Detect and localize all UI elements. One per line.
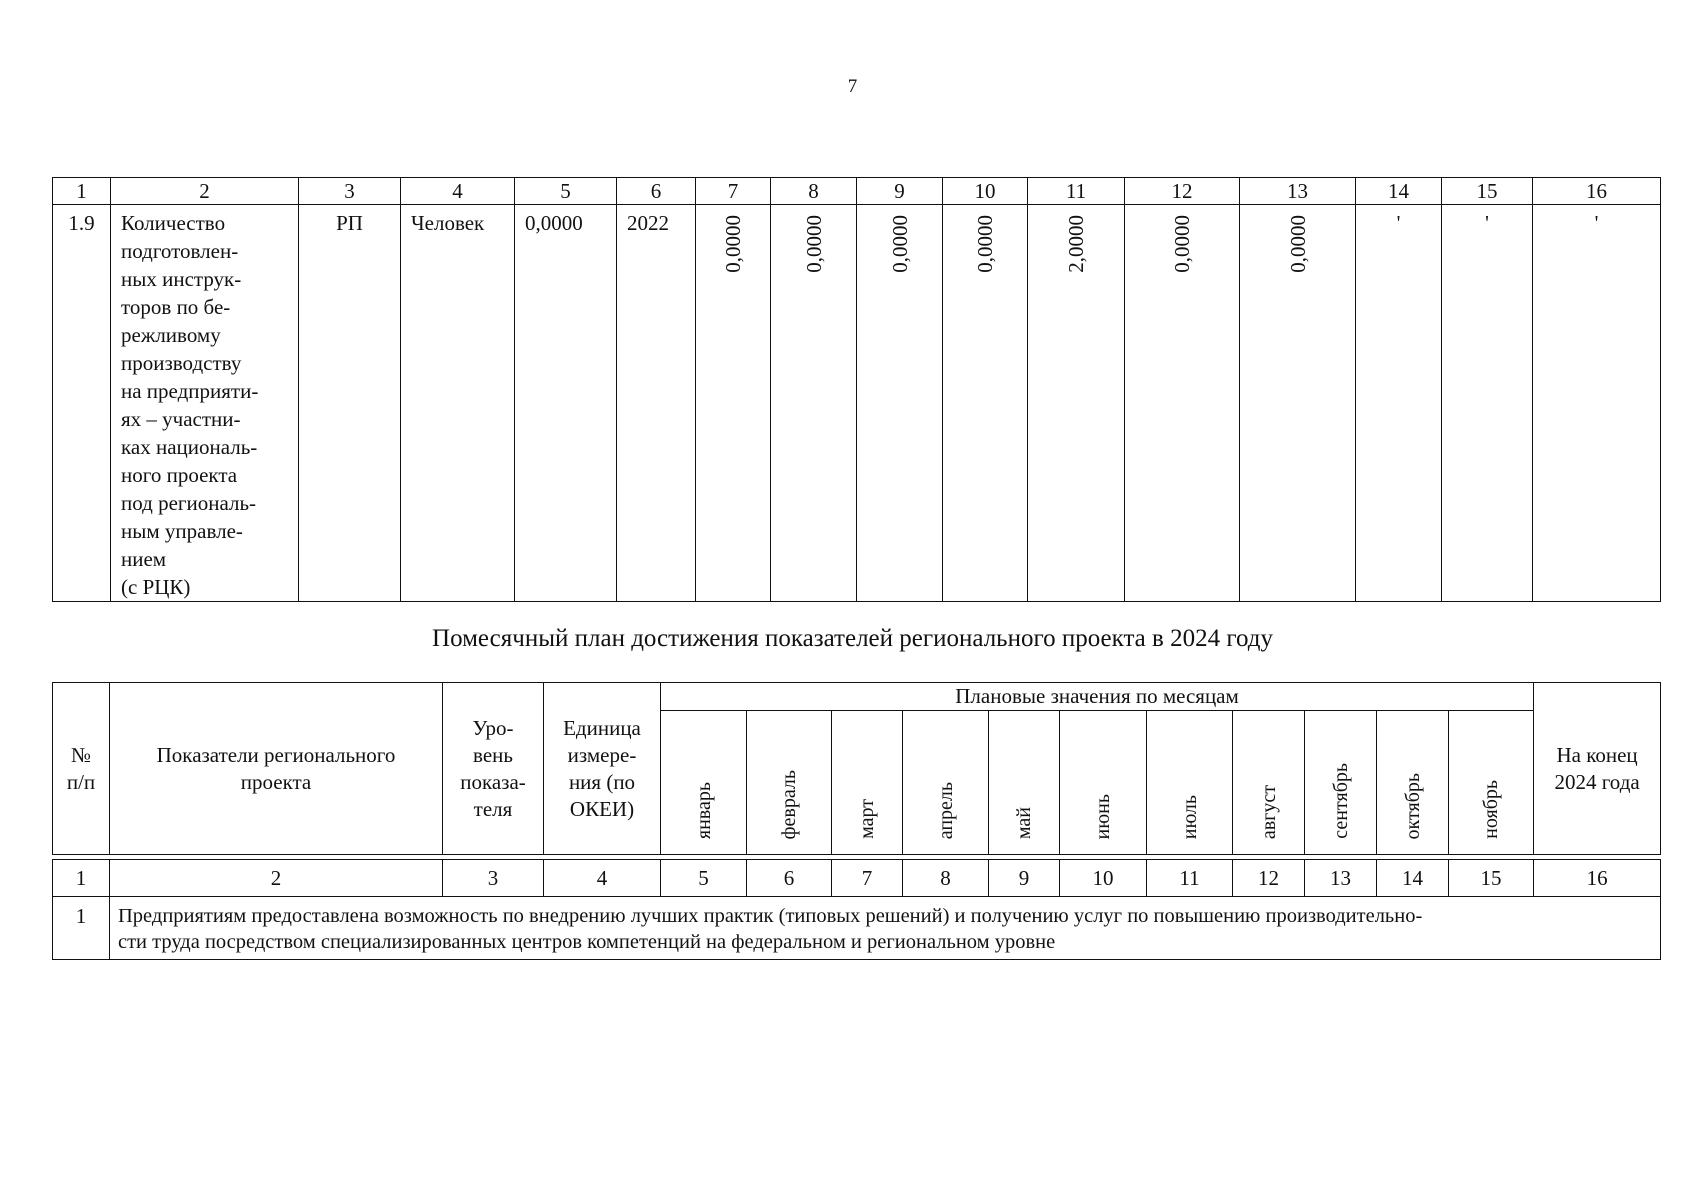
indicator-name-line: торов по бе-: [121, 295, 231, 319]
header-line: №: [70, 742, 92, 767]
value-text: 0,0000: [887, 215, 912, 273]
month-label: январь: [692, 781, 715, 839]
column-number: 16: [1533, 178, 1661, 205]
column-number: 11: [1147, 860, 1233, 897]
column-number: 12: [1233, 860, 1305, 897]
value-cell: [696, 205, 771, 602]
header-row: [53, 683, 1661, 711]
empty-mark: ': [1356, 205, 1442, 602]
month-header: [903, 711, 989, 855]
indicator-name-line: режливому: [121, 323, 221, 347]
section-line: Предприятиям предоставлена возможность по внедрению лучших практик (типовых решений) и получению услуг по повышению производительно-: [118, 905, 1423, 927]
month-header: [661, 711, 747, 855]
col-level-header: [443, 683, 544, 855]
value-cell: [943, 205, 1028, 602]
column-number: 14: [1377, 860, 1449, 897]
month-label: июнь: [1092, 793, 1114, 839]
header-line: На конец: [1556, 742, 1638, 767]
value-text: 0,0000: [801, 215, 826, 273]
month-label: сентябрь: [1329, 763, 1352, 839]
value-cell: [1028, 205, 1125, 602]
header-line: ОКЕИ): [569, 796, 635, 821]
column-number: 16: [1534, 860, 1661, 897]
header-line: ния (по: [568, 769, 636, 794]
column-number: 6: [617, 178, 696, 205]
value-text: 0,0000: [1285, 215, 1310, 273]
column-number: 8: [771, 178, 857, 205]
header-line: 2024 года: [1554, 769, 1640, 794]
header-line: проекта: [240, 769, 312, 794]
indicator-name-line: ным управле-: [121, 519, 243, 543]
value-cell: [771, 205, 857, 602]
indicator-name-line: (с РЦК): [121, 575, 191, 599]
indicator-name-line: Количество: [121, 211, 226, 235]
value-cell: [1125, 205, 1240, 602]
header-line: измере-: [567, 742, 637, 767]
col-indicators-header: [110, 683, 443, 855]
header-line: теля: [473, 796, 513, 821]
month-header: [747, 711, 832, 855]
month-header: [989, 711, 1060, 855]
column-number: 8: [903, 860, 989, 897]
column-number: 7: [832, 860, 903, 897]
row-number: 1.9: [53, 205, 111, 602]
column-number-row: [53, 178, 1661, 205]
column-number: 5: [515, 178, 617, 205]
header-line: п/п: [66, 769, 96, 794]
column-number: 9: [857, 178, 943, 205]
indicator-name-line: ках националь-: [121, 435, 258, 459]
header-line: Единица: [563, 715, 641, 740]
month-header: [1147, 711, 1233, 855]
column-number-row: [53, 860, 1661, 897]
column-number: 14: [1356, 178, 1442, 205]
column-number: 2: [111, 178, 299, 205]
value-cell: [1240, 205, 1356, 602]
header-line: Уро-: [472, 715, 514, 740]
base-year: 2022: [617, 205, 696, 602]
column-number: 3: [299, 178, 401, 205]
monthly-values-header: Плановые значения по месяцам: [661, 683, 1534, 711]
column-number: 4: [544, 860, 661, 897]
col-end-header: [1534, 683, 1661, 855]
section-description: [110, 897, 1661, 960]
column-number: 9: [989, 860, 1060, 897]
empty-mark: ': [1442, 205, 1533, 602]
value-text: 0,0000: [721, 215, 745, 273]
empty-mark: ': [1533, 205, 1661, 602]
column-number: 1: [53, 860, 110, 897]
column-number: 6: [747, 860, 832, 897]
column-number: 10: [1060, 860, 1147, 897]
month-label: февраль: [778, 769, 800, 839]
indicator-name-line: под региональ-: [121, 491, 257, 515]
indicator-name-line: ях – участни-: [121, 407, 241, 431]
column-number: 12: [1125, 178, 1240, 205]
column-number: 13: [1305, 860, 1377, 897]
column-number: 7: [696, 178, 771, 205]
indicator-name-line: ных инструк-: [121, 267, 242, 291]
month-header: [1060, 711, 1147, 855]
month-label: август: [1257, 784, 1280, 839]
month-label: апрель: [934, 781, 957, 839]
page-number: 7: [847, 76, 858, 97]
indicator-table: [52, 177, 1661, 602]
indicator-name-line: производству: [121, 351, 242, 375]
month-label: июль: [1178, 794, 1201, 839]
column-number: 5: [661, 860, 747, 897]
col-unit-header: [544, 683, 661, 855]
section-line: сти труда посредством специализированных центров компетенций на федеральном и региональном уровне: [118, 931, 1056, 953]
row-number: 1: [53, 897, 110, 960]
col-number-header: [53, 683, 110, 855]
value-text: 0,0000: [973, 215, 997, 273]
month-header: [1449, 711, 1534, 855]
month-label: март: [856, 799, 878, 839]
indicator-level: РП: [299, 205, 401, 602]
column-number: 10: [943, 178, 1028, 205]
indicator-unit: Человек: [401, 205, 515, 602]
column-number: 2: [110, 860, 443, 897]
section-heading: Помесячный план достижения показателей регионального проекта в 2024 году: [432, 625, 1273, 652]
column-number: 13: [1240, 178, 1356, 205]
indicator-name-line: подготовлен-: [121, 239, 239, 263]
value-text: 2,0000: [1064, 215, 1088, 273]
header-line: Показатели регионального: [156, 742, 396, 767]
month-label: май: [1013, 806, 1035, 839]
header-line: показа-: [460, 769, 526, 794]
monthly-plan-table: [52, 682, 1661, 960]
month-label: октябрь: [1401, 772, 1424, 839]
table-row: [53, 205, 1661, 602]
month-header: [1305, 711, 1377, 855]
indicator-name-line: ного проекта: [121, 463, 238, 487]
value-text: 0,0000: [1170, 215, 1194, 273]
indicator-name: [111, 205, 299, 602]
month-label: ноябрь: [1480, 780, 1503, 839]
table-row: [53, 897, 1661, 960]
column-number: 11: [1028, 178, 1125, 205]
month-header: [832, 711, 903, 855]
month-header: [1377, 711, 1449, 855]
indicator-name-line: нием: [121, 547, 167, 571]
header-line: вень: [473, 742, 513, 767]
column-number: 1: [53, 178, 111, 205]
base-value: 0,0000: [515, 205, 617, 602]
value-cell: [857, 205, 943, 602]
column-number: 15: [1442, 178, 1533, 205]
column-number: 4: [401, 178, 515, 205]
indicator-name-line: на предприяти-: [121, 379, 259, 403]
month-header: [1233, 711, 1305, 855]
column-number: 15: [1449, 860, 1534, 897]
column-number: 3: [443, 860, 544, 897]
